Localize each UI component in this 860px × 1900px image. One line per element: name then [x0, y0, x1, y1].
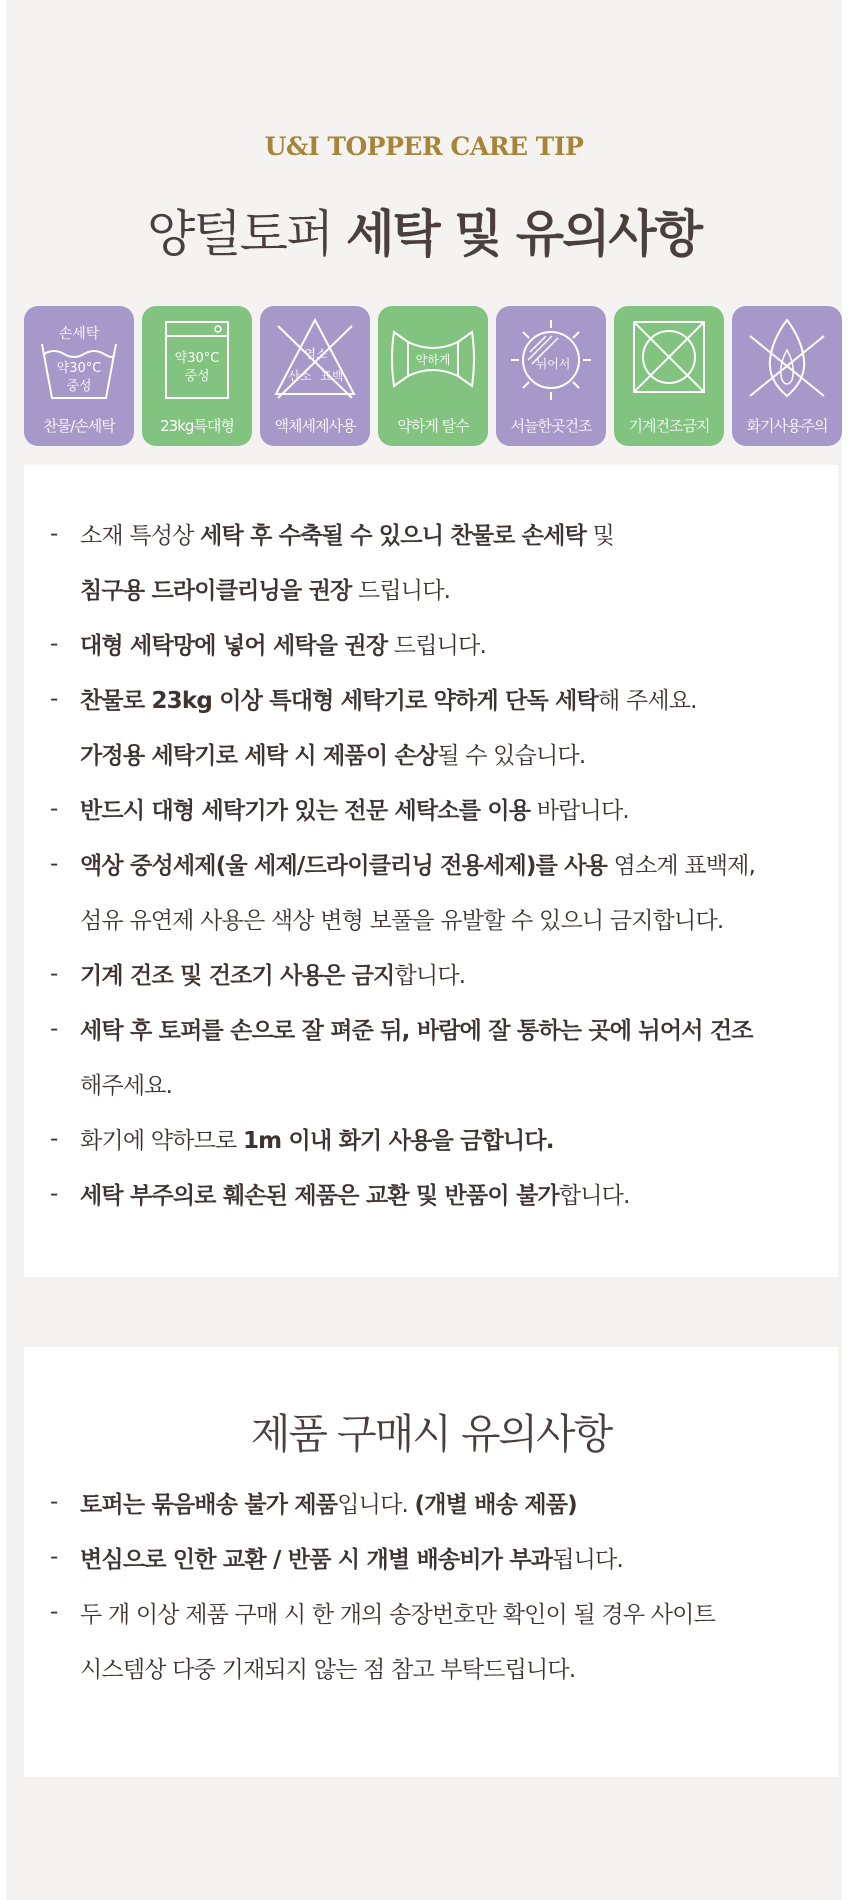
emphasis-text: 1m 이내 화기 사용을 금합니다. — [242, 1128, 554, 1154]
body-text: 소재 특성상 — [80, 523, 201, 549]
title-light: 양털토퍼 — [146, 205, 333, 263]
list-item-line — [24, 1016, 838, 1071]
body-text: 합니다. — [558, 1183, 630, 1209]
body-text: 섬유 유연제 사용은 색상 변형 보풀을 유발할 수 있으니 금지합니다. — [80, 908, 724, 934]
care-page — [6, 0, 842, 1900]
bullet-dash: - — [50, 851, 58, 877]
bullet-dash: - — [50, 1016, 58, 1042]
emphasis-text: 찬물로 23kg 이상 특대형 세탁기로 약하게 단독 세탁 — [80, 688, 598, 714]
hand-wash-detergent: 중성 — [66, 379, 92, 394]
bullet-dash: - — [50, 1599, 58, 1625]
icon-label-washer: 23kg특대형 — [160, 417, 234, 435]
care-icon-card-no-bleach — [260, 306, 370, 446]
hand-wash-icon — [34, 314, 124, 404]
purchase-notes-list — [24, 1489, 715, 1709]
list-item — [24, 631, 838, 686]
bullet-dash: - — [50, 1489, 58, 1515]
bullet-dash: - — [50, 1126, 58, 1152]
emphasis-text: 가정용 세탁기로 세탁 시 제품이 손상 — [80, 743, 438, 769]
spin-text: 약하게 — [415, 353, 451, 367]
wash-notes-list — [24, 465, 838, 1236]
purchase-notes-panel — [24, 1347, 838, 1777]
list-item-line — [24, 521, 838, 576]
washer-temp: 약30°C — [174, 351, 220, 366]
list-item — [24, 1181, 838, 1236]
purchase-title: 제품 구매시 유의사항 — [250, 1410, 612, 1458]
washing-machine-icon — [152, 314, 242, 404]
emphasis-text: 침구용 드라이클리닝을 권장 — [80, 578, 352, 604]
emphasis-text: 세탁 후 토퍼를 손으로 잘 펴준 뒤, 바람에 잘 통하는 곳에 뉘어서 건조 — [80, 1018, 753, 1044]
list-item-line — [24, 1599, 715, 1654]
emphasis-text: (개별 배송 제품) — [414, 1492, 577, 1518]
list-item-line — [24, 796, 838, 851]
list-item — [24, 521, 838, 631]
bleach-chlorine: 염소 — [304, 347, 328, 361]
list-item-line — [24, 686, 838, 741]
icon-label-shade-dry: 서늘한곳건조 — [510, 417, 592, 435]
body-text: 입니다. — [337, 1492, 415, 1518]
bullet-dash: - — [50, 631, 58, 657]
body-text: 됩니다. — [552, 1547, 623, 1573]
bullet-dash: - — [50, 686, 58, 712]
body-text: 될 수 있습니다. — [437, 743, 586, 769]
list-item — [24, 1016, 838, 1126]
emphasis-text: 액상 중성세제(울 세제/드라이클리닝 전용세제)를 사용 — [80, 853, 608, 879]
list-item-line — [24, 741, 838, 796]
care-icon-card-spin — [378, 306, 488, 446]
list-item-line — [24, 631, 838, 686]
icon-label-no-bleach: 액체세제사용 — [274, 417, 356, 435]
list-item — [24, 851, 838, 961]
body-text: 드립니다. — [351, 578, 451, 604]
body-text: 바랍니다. — [530, 798, 629, 824]
emphasis-text: 대형 세탁망에 넣어 세탁을 권장 — [80, 633, 388, 659]
body-text: 해 주세요. — [597, 688, 697, 714]
care-icon-card-no-tumble — [614, 306, 724, 446]
icon-label-no-fire: 화기사용주의 — [746, 417, 828, 435]
bleach-label: 표백 — [320, 369, 344, 383]
wash-notes-panel — [24, 465, 838, 1277]
care-tip-subtitle: U&I TOPPER CARE TIP — [264, 132, 584, 161]
care-icon-card-no-fire — [732, 306, 842, 446]
list-item — [24, 686, 838, 796]
body-text: 화기에 약하므로 — [80, 1128, 243, 1154]
list-item — [24, 1126, 838, 1181]
body-text: 염소계 표백제, — [607, 853, 756, 879]
list-item-line — [24, 961, 838, 1016]
list-item-line — [24, 576, 838, 631]
emphasis-text: 기계 건조 및 건조기 사용은 금지 — [80, 963, 395, 989]
icon-label-no-tumble: 기계건조금지 — [628, 417, 710, 435]
body-text: 시스템상 다중 기재되지 않는 점 참고 부탁드립니다. — [80, 1657, 576, 1683]
title-bold: 세탁 및 유의사항 — [346, 205, 702, 263]
bullet-dash: - — [50, 796, 58, 822]
list-item — [24, 1544, 715, 1599]
body-text: 해주세요. — [80, 1073, 173, 1099]
body-text: 두 개 이상 제품 구매 시 한 개의 송장번호만 확인이 될 경우 사이트 — [80, 1602, 716, 1628]
no-bleach-icon — [270, 314, 360, 404]
bullet-dash: - — [50, 1181, 58, 1207]
care-icon-row — [24, 306, 842, 446]
icon-label-hand-wash: 찬물/손세탁 — [43, 417, 115, 435]
no-fire-icon — [742, 314, 832, 404]
list-item — [24, 1599, 715, 1709]
hand-wash-text: 손세탁 — [58, 326, 100, 342]
icon-label-spin: 약하게 탈수 — [397, 417, 469, 435]
gentle-spin-icon — [388, 314, 478, 404]
list-item-line — [24, 1654, 715, 1709]
care-icon-card-washer — [142, 306, 252, 446]
care-icon-card-shade-dry — [496, 306, 606, 446]
hand-wash-temp: 약30°C — [56, 361, 102, 376]
shade-dry-text: 뉘어서 — [535, 357, 571, 371]
shade-flat-dry-icon — [506, 314, 596, 404]
page-title — [6, 194, 842, 266]
list-item — [24, 1489, 715, 1544]
list-item-line — [24, 1071, 838, 1126]
emphasis-text: 반드시 대형 세탁기가 있는 전문 세탁소를 이용 — [80, 798, 531, 824]
emphasis-text: 세탁 부주의로 훼손된 제품은 교환 및 반품이 불가 — [80, 1183, 559, 1209]
body-text: 및 — [586, 523, 614, 549]
washer-detergent: 중성 — [184, 369, 210, 384]
list-item-line — [24, 851, 838, 906]
emphasis-text: 변심으로 인한 교환 / 반품 시 개별 배송비가 부과 — [80, 1547, 553, 1573]
emphasis-text: 토퍼는 묶음배송 불가 제품 — [80, 1492, 338, 1518]
bullet-dash: - — [50, 961, 58, 987]
list-item — [24, 796, 838, 851]
bullet-dash: - — [50, 521, 58, 547]
care-icon-card-hand-wash — [24, 306, 134, 446]
list-item-line — [24, 1181, 838, 1236]
list-item-line — [24, 906, 838, 961]
list-item-line — [24, 1126, 838, 1181]
list-item-line — [24, 1489, 715, 1544]
bullet-dash: - — [50, 1544, 58, 1570]
bleach-oxygen: 산소 — [288, 369, 312, 383]
list-item — [24, 961, 838, 1016]
body-text: 합니다. — [394, 963, 466, 989]
body-text: 드립니다. — [387, 633, 486, 659]
emphasis-text: 세탁 후 수축될 수 있으니 찬물로 손세탁 — [200, 523, 587, 549]
list-item-line — [24, 1544, 715, 1599]
no-tumble-dry-icon — [624, 314, 714, 404]
